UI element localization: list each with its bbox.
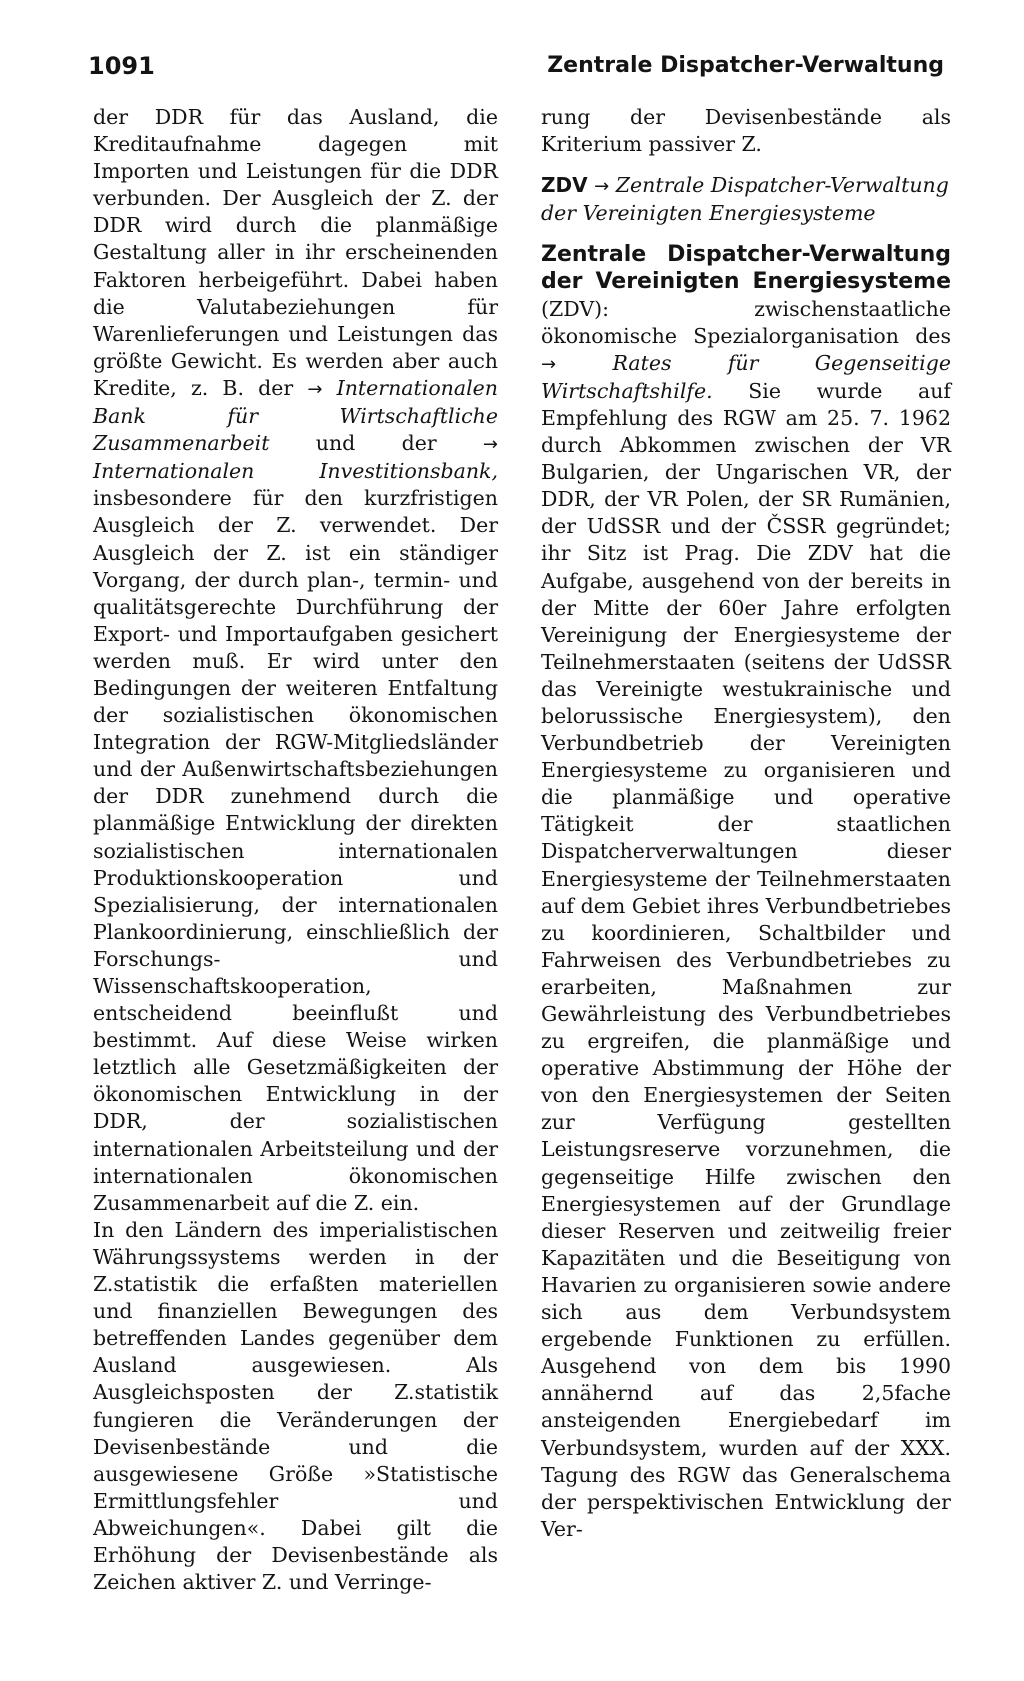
cross-reference-arrow-icon: → (307, 378, 323, 400)
text-segment: (ZDV): zwischenstaatliche ökonomische Spezialorganisation des (541, 296, 951, 348)
page-header (88, 48, 944, 88)
entry-zdv-reference (541, 172, 951, 227)
cross-reference-arrow-icon: → (482, 434, 498, 456)
cross-reference-iib[interactable]: Internationalen Investitionsbank, (93, 459, 498, 484)
cross-reference-zdv[interactable]: Zentrale Dispatcher-Verwaltung der Vereinigten Energiesysteme (541, 173, 949, 226)
cross-reference-ibwz[interactable]: Internationalen Bank für Wirtschaftliche Zusammenarbeit (93, 375, 498, 456)
entry-term-zdv: ZDV (541, 173, 588, 198)
entry-zentrale-dispatcher-verwaltung (541, 241, 951, 1543)
text-segment: insbesondere für den kurzfristigen Ausgleich der Z. verwendet. Der Ausgleich der Z. ist ein ständiger Vorgang, der durch plan-, termin- und qualitätsgerechte Durchführung der Export- und Importaufgaben gesichert werden muß. Er wird unter den Bedingungen der weiteren Entfaltung der sozialistischen ökonomischen Integration der RGW-Mitgliedsländer und der Außenwirtschaftsbeziehungen der DDR zunehmend durch die planmäßige Entwicklung der direkten sozialistischen internationalen Produktionskooperation und Spezialisierung, der internationalen Plankoordinierung, einschließlich der Forschungs- und Wissenschaftskooperation, entscheidend beeinflußt und bestimmt. Auf diese Weise wirken letztlich alle Gesetzmäßigkeiten der ökonomischen Entwicklung in der DDR, der sozialistischen internationalen Arbeitsteilung und der internationalen ökonomischen Zusammenarbeit auf die Z. ein. (93, 486, 498, 1215)
paragraph-imperialistische-laender: In den Ländern des imperialistischen Währungssystems werden in der Z.statistik die erfaßten materiellen und finanziellen Bewegungen des betreffenden Landes gegenüber dem Ausland ausgewiesen. Als Ausgleichsposten der Z.statistik fungieren die Veränderungen der Devisenbestände und die ausgewiesene Größe »Statistische Ermittlungsfehler und Abweichungen«. Dabei gilt die Erhöhung der Devisenbestände als Zeichen aktiver Z. und Verringe- (93, 1217, 498, 1595)
entry-title: Zentrale Dispatcher-Verwaltung der Vereinigten Energiesysteme (541, 242, 951, 295)
paragraph-continuation: rung der Devisenbestände als Kriterium passiver Z. (541, 105, 951, 157)
right-column (541, 104, 951, 1543)
running-head: Zentrale Dispatcher-Verwaltung (547, 53, 944, 78)
paragraph-zahlungsbilanz-ausgleich (93, 104, 498, 1217)
text-segment: Sie wurde auf Empfehlung des RGW am 25. 7. 1962 durch Abkommen zwischen der VR Bulgarien, der Ungarischen VR, der DDR, der VR Polen, der SR Rumänien, der UdSSR und der ČSSR gegründet; ihr Sitz ist Prag. Die ZDV hat die Aufgabe, ausgehend von der bereits in der Mitte der 60er Jahre erfolgten Vereinigung der Energiesysteme der Teilnehmerstaaten (seitens der UdSSR das Vereinigte westukrainische und belorussische Energiesystem), den Verbundbetrieb der Vereinigten Energiesysteme zu organisieren und die planmäßige und operative Tätigkeit der staatlichen Dispatcherverwaltungen dieser Energiesysteme der Teilnehmerstaaten auf dem Gebiet ihres Verbundbetriebes zu koordinieren, Schaltbilder und Fahrweisen des Verbundbetriebes zu erarbeiten, Maßnahmen zur Gewährleistung des Verbundbetriebes zu ergreifen, die planmäßige und operative Abstimmung der Höhe der von den Energiesystemen der Seiten zur Verfügung gestellten Leistungsreserve vorzunehmen, die gegenseitige Hilfe zwischen den Energiesystemen auf der Grundlage dieser Reserven und zeitweilig freier Kapazitäten und die Beseitigung von Havarien zu organisieren sowie andere sich aus dem Verbundsystem ergebende Funktionen zu erfüllen. Ausgehend von dem bis 1990 annähernd auf das 2,5fache ansteigenden Energiebedarf im Verbundsystem, wurden auf der XXX. Tagung des RGW das Generalschema der perspektivischen Entwicklung der Ver- (541, 378, 951, 1541)
cross-reference-arrow-icon: → (541, 353, 557, 375)
page-number: 1091 (88, 52, 155, 80)
text-segment: und der (269, 431, 483, 456)
left-column (93, 104, 498, 1596)
text-segment: der DDR für das Ausland, die Kreditaufnahme dagegen mit Importen und Leistungen für die DDR verbunden. Der Ausgleich der Z. der DDR wird durch die planmäßige Gestaltung aller in ihr erscheinenden Faktoren herbeigeführt. Dabei haben die Valutabeziehungen für Warenlieferungen und Leistungen das größte Gewicht. Es werden aber auch Kredite, z. B. der (93, 105, 498, 400)
cross-reference-rgw[interactable]: Rates für Gegenseitige Wirtschaftshilfe. (541, 350, 951, 403)
cross-reference-arrow-icon: → (594, 176, 610, 198)
